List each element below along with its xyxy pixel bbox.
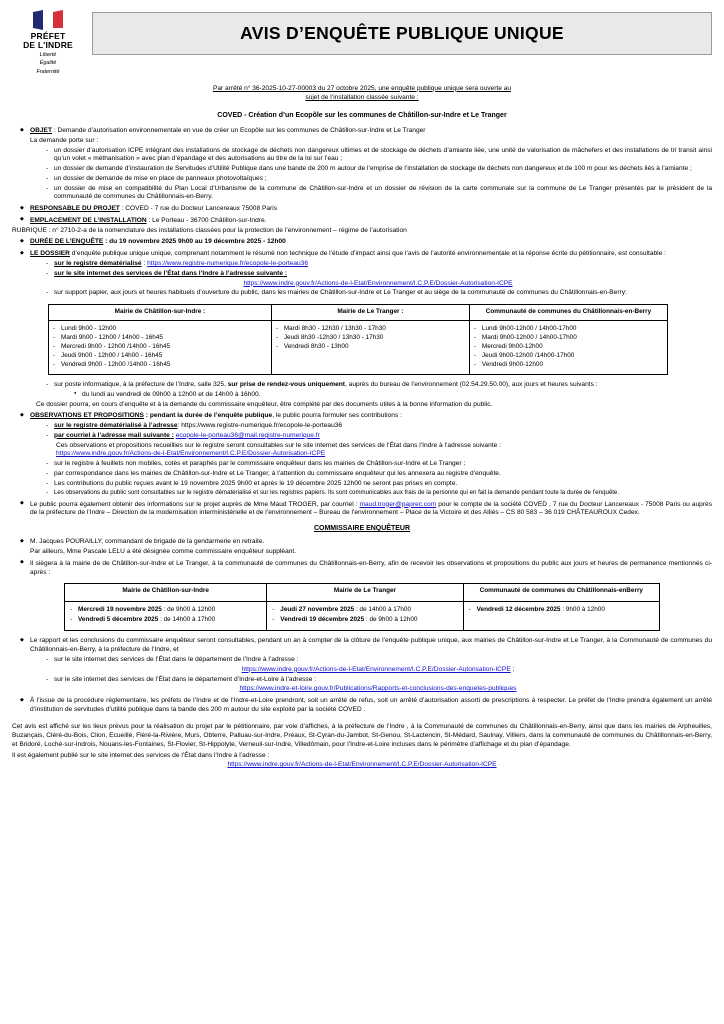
observations-consultables-note: Ces observations et propositions recueillies sur le registre seront consultables sur le site internet des services de l’État dans l’Indre à l’adresse suivante : bbox=[56, 441, 501, 449]
perm-time: : de 9h00 à 12h00 bbox=[161, 605, 216, 613]
informations-text-2: pour le compte de la société COVED , 7 rue du Docteur Lancereaux - 75008 Paris ou auprès de la préfecture de l’Indre – Direction de la modernisation interministérielle et de l’environnement – Bureau de l’environnement – Place de la Victoire et des Alliés – CS 80 583 – 36 019 CHÂTEAUROUX Cedex. bbox=[30, 500, 712, 517]
logo-motto-liberte: Liberté bbox=[39, 51, 57, 58]
objet-item: - un dossier de mise en compatibilité du Plan Local d’Urbanisme de la commune de Châtillon-sur-Indre et un dossier de révision de la carte communale sur la commune de Le Tranger présentés par le président de la communauté de communes du Châtillonnais-en-Berry. bbox=[44, 185, 712, 203]
section-rapport-conclusions: ◆ Le rapport et les conclusions du commissaire enquêteur seront consultables, pendant un an à compter de la clôture de l’enquête publique unique, aux mairies de Châtillon-sur-Indre et Le Tranger, à la Communauté de communes du Châtillonnais-en-Berry, à la préfecture de l’Indre, et bbox=[18, 637, 712, 655]
perm-time: : de 14h00 à 17h00 bbox=[354, 605, 412, 613]
hours-line: - Mercredi 9h00 - 12h00 /14h00 - 16h45 bbox=[53, 342, 267, 351]
perm-line bbox=[272, 615, 457, 625]
section-rubrique: RUBRIQUE : n° 2710-2-a de la nomenclature des installations classées pour la protection de l’environnement – régime de l’autorisation bbox=[12, 226, 407, 234]
cell-tranger-hours bbox=[271, 320, 469, 374]
observations-subitem: - Les contributions du public reçues avant le 19 novembre 2025 9h00 et après le 19 décembre 2025 12h00 ne seront pas prises en compte. bbox=[44, 480, 712, 489]
observations-label: OBSERVATIONS ET PROPOSITIONS bbox=[30, 412, 144, 420]
maud-troger-mail-link[interactable]: maud.troger@paprec.com bbox=[359, 500, 437, 508]
hours-line: - Jeudi 9h00-12h00 /14h00-17h00 bbox=[474, 351, 663, 360]
perm-col-header-chatillon: Mairie de Châtillon-sur-Indre bbox=[65, 584, 267, 602]
perm-cell-ccberry bbox=[463, 601, 659, 631]
col-header-ccberry: Communauté de communes du Châtillonnais-en-Berry bbox=[469, 305, 667, 321]
perm-date: Jeudi 27 novembre 2025 bbox=[280, 605, 355, 613]
dossier-registre-sep: : bbox=[141, 259, 148, 267]
informations-text-1: Le public pourra également obtenir des informations sur le projet auprès de Mme Maud TROGER, par courriel : bbox=[30, 500, 360, 508]
perm-line bbox=[272, 605, 457, 615]
hours-line: - Mardi 8h30 - 12h30 / 13h30 - 17h30 bbox=[276, 324, 465, 333]
table-row bbox=[65, 601, 660, 631]
commissaire-enqueteur-heading: COMMISSAIRE ENQUÊTEUR bbox=[313, 525, 411, 533]
hours-line: - Jeudi 9h00 - 12h00 / 14h00 - 16h45 bbox=[53, 351, 267, 360]
hours-line: - Vendredi 9h00-12h00 bbox=[474, 360, 663, 369]
french-flag-icon bbox=[33, 10, 63, 30]
perm-date: Mercredi 19 novembre 2025 bbox=[78, 605, 162, 613]
observations-courriel-item bbox=[44, 432, 712, 441]
section-objet bbox=[18, 127, 712, 136]
page-title: AVIS D’ENQUÊTE PUBLIQUE UNIQUE bbox=[240, 23, 564, 43]
hours-line: - Lundi 9h00 - 12h00 bbox=[53, 324, 267, 333]
emplacement-label: EMPLACEMENT DE L’INSTALLATION bbox=[30, 216, 147, 224]
observations-subitem: - par correspondance dans les mairies de Châtillon-sur-Indre et Le Tranger, à l’attention du commissaire enquêteur qui les annexera au registre d’enquête. bbox=[44, 470, 712, 479]
dossier-label: LE DOSSIER bbox=[30, 250, 70, 258]
emplacement-text: : Le Porteau - 36700 Châtillon-sur-Indre. bbox=[146, 216, 267, 224]
rapport-indre-loire-link[interactable]: https://www.indre-et-loire.gouv.fr/Publications/Rapports-et-conclusions-des-enquetes-publiques bbox=[239, 685, 517, 693]
objet-text: : Demande d’autorisation environnementale en vue de créer un Ecopôle sur les communes de Châtillon-sur-Indre et Le Tranger bbox=[51, 127, 426, 135]
observations-bold-text: : pendant la durée de l’enquête publique bbox=[143, 412, 273, 420]
objet-item: - un dossier de demande de mise en place de panneaux photovoltaïques ; bbox=[44, 175, 712, 184]
document-header bbox=[12, 8, 712, 76]
cell-chatillon-hours bbox=[49, 320, 272, 374]
permanence-table bbox=[64, 583, 660, 631]
hours-line: - Mercredi 9h00-12h00 bbox=[474, 342, 663, 351]
dossier-registre-label: sur le registre dématérialisé bbox=[54, 259, 142, 267]
perm-col-header-ccberry: Communauté de communes du Châtillonnais-enBerry bbox=[463, 584, 659, 602]
rapport-link-indre-wrap bbox=[44, 666, 712, 675]
logo-motto-egalite: Égalité bbox=[39, 60, 57, 67]
rapport-site-indre-loire: - sur le site internet des services de l’État dans le département d’Indre-et-Loire à l’adresse : bbox=[44, 676, 712, 685]
col-header-tranger: Mairie de Le Tranger : bbox=[271, 305, 469, 321]
perm-col-header-tranger: Mairie de Le Tranger bbox=[267, 584, 463, 602]
footer-affichage-text: Cet avis est affiché sur les lieux prévus pour la réalisation du projet par le pétitionnaire, par voie d’affiches, à la préfecture de l’Indre , à la Communauté de communes du Châtillonnais-en-Berry, ainsi que dans les mairies de Arpheuilles, Buzançais, Cléré-du-Bois, Clion, Ecueillé, Fléré-la-Rivière, Murs, Obterre, Palluau-sur-Indre, Préaux, St-Cyran-du-Jambot, St-Genou, St-Lactencin, St-Médard, Saulnay, Villiers, dans la communauté de communes du Châtillonnais-en-Berry, et Bridoré, Loché-sur-Indrois, Nouans-les-Fontaines, St-Flovier, St-Hippolyte, Verneuil-sur-Indre, Villedômain, pour l’Indre-et-Loire incluses dans le périmètre d’affichage et du plan d’épandage. bbox=[12, 722, 712, 749]
section-emplacement bbox=[18, 217, 712, 226]
duree-text: : du 19 novembre 2025 9h00 au 19 décembre 2025 - 12h00 bbox=[103, 238, 286, 246]
perm-time: : 9h00 à 12h00 bbox=[560, 605, 605, 613]
table-row bbox=[49, 320, 668, 374]
rapport-site-indre: - sur le site internet des services de l’État dans le département de l’Indre à l’adresse : bbox=[44, 656, 712, 665]
opening-hours-table bbox=[48, 304, 668, 375]
objet-item: - un dossier d’autorisation ICPE intégrant des installations de stockage de déchets non dangereux ultimes et de stockage de déchets d’amiante liée, une unité de valorisation de mâchefers et des installations de tri transit ainsi qu’un volet « méthanisation » avec plan d’épandage et des autorisations au titre de la loi sur l’eau ; bbox=[44, 147, 712, 165]
dossier-complement-note: Ce dossier pourra, en cours d’enquête et à la demande du commissaire enquêteur, être complété par des documents utiles à la bonne information du public. bbox=[36, 400, 493, 408]
section-dossier bbox=[18, 250, 712, 259]
registre-numerique-link[interactable]: https://www.registre-numerique.fr/ecopole-le-porteau36 bbox=[147, 259, 309, 267]
rapport-link-indre-end: ; bbox=[510, 665, 515, 673]
perm-line bbox=[469, 605, 654, 615]
poste-informatique-item bbox=[44, 381, 712, 390]
objet-item: - un dossier de demande d’instauration de Servitudes d’Utilité Publique dans une bande de 200 m autour de l’emprise de l’installation de stockage de déchets non dangereux et de 100 m pour les déchets liés à l’amiante ; bbox=[44, 165, 712, 174]
document-title-banner bbox=[92, 12, 712, 55]
dossier-site-item bbox=[44, 270, 712, 279]
perm-date: Vendredi 19 décembre 2025 bbox=[280, 616, 365, 624]
commissaire-suppleant: Par ailleurs, Mme Pascale LELU a été désignée comme commissaire enquêteur suppléant. bbox=[30, 548, 297, 556]
rapport-link-indre-loire-wrap bbox=[44, 685, 712, 694]
objet-label: OBJET bbox=[30, 127, 52, 135]
observations-subitem: - Les observations du public sont consultables sur le registre dématérialisé et sur les registres papiers. Ils sont communicables aux frais de la personne qui en fait la demande pendant toute la durée de l’enquête. bbox=[44, 489, 712, 497]
footer-link-wrap bbox=[12, 761, 712, 770]
coved-subject-line: COVED - Création d’un Ecopôle sur les communes de Châtillon-sur-Indre et Le Tranger bbox=[217, 111, 507, 119]
intro-line-1: Par arrêté n° 36-2025-10-27-00003 du 27 octobre 2025, une enquête publique unique sera ouverte au bbox=[212, 84, 512, 92]
observations-site-link[interactable]: https://www.indre.gouv.fr/Actions-de-l-Etat/Environnement/I.C.P.E/Dossier-Autorisation-ICPE bbox=[56, 450, 326, 458]
hours-line: - Vendredi 8h30 - 13h00 bbox=[276, 342, 465, 351]
responsable-text: : COVED - 7 rue du Docteur Lancereaux 75008 Paris bbox=[119, 205, 277, 213]
observations-courriel-label: par courriel à l’adresse mail suivante : bbox=[54, 431, 174, 439]
poste-info-text-1: sur poste informatique, à la préfecture de l’Indre, salle 325, bbox=[54, 381, 228, 389]
dossier-site-label: sur le site internet des services de l’État dans l’Indre à l’adresse suivante : bbox=[54, 269, 288, 277]
observations-mail-link[interactable]: ecopole-le-porteau36@mail.registre-numerique.fr bbox=[175, 431, 320, 439]
prefecture-logo-block bbox=[12, 8, 84, 76]
perm-line bbox=[70, 605, 261, 615]
section-duree-enquete bbox=[18, 238, 712, 247]
footer-publication-text: Il est également publié sur le site internet des services de l’État dans l’Indre à l’adresse : bbox=[12, 751, 270, 759]
intro-paragraph bbox=[12, 84, 712, 103]
commissaire-item-2: ◆ Il siègera à la mairie de de Châtillon-sur-Indre et Le Tranger, à la communauté de communes du Châtillonnais-en-Berry, afin de recevoir les observations et propositions du public aux jours et heures de permanence mentionnés ci-après : bbox=[18, 560, 712, 578]
footer-icpe-link[interactable]: https://www.indre.gouv.fr/Actions-de-l-Etat/Environnement/I.C.P.E/Dossier-Autorisation-ICPE bbox=[227, 761, 497, 768]
hours-line: - Vendredi 9h00 - 12h00 /14h00 - 16h45 bbox=[53, 360, 267, 369]
observations-registre-label: sur le registre dématérialisé à l’adresse bbox=[54, 422, 178, 430]
duree-label: DURÉE DE L’ENQUÊTE bbox=[30, 238, 104, 246]
hours-line: - Mardi 9h00-12h00 / 14h00-17h00 bbox=[474, 333, 663, 342]
poste-info-subitem: ● du lundi au vendredi de 09h00 à 12h00 et de 14h00 à 16h00. bbox=[72, 391, 712, 400]
perm-date: Vendredi 12 décembre 2025 bbox=[476, 605, 561, 613]
intro-line-2: sujet de l’installation classée suivante : bbox=[305, 94, 419, 102]
hours-line: - Lundi 9h00-12h00 / 14h00-17h00 bbox=[474, 324, 663, 333]
dossier-site-link-wrap bbox=[44, 280, 712, 289]
perm-date: Vendredi 5 décembre 2025 bbox=[78, 616, 159, 624]
observations-consultables-link-wrap bbox=[56, 450, 712, 459]
observations-registre-value: : https://www.registre-numerique.fr/ecopole-le-porteau36 bbox=[177, 422, 343, 430]
logo-title-line2: DE L'INDRE bbox=[23, 39, 73, 50]
logo-title-line1: PRÉFET bbox=[30, 31, 66, 41]
section-responsable-projet bbox=[18, 205, 712, 214]
cell-ccberry-hours bbox=[469, 320, 667, 374]
rapport-indre-link[interactable]: https://www.indre.gouv.fr/Actions-de-l-Etat/Environnement/I.C.P.E/Dossier-Autorisation-ICPE bbox=[241, 665, 511, 673]
poste-info-text-2: , auprès du bureau de l’environnement (02.54.29.50.00), aux jours et heures suivants : bbox=[344, 381, 598, 389]
table-header-row bbox=[49, 305, 668, 321]
dossier-registre-item bbox=[44, 260, 712, 269]
perm-time: : de 9h00 à 12h00 bbox=[364, 616, 418, 624]
observations-registre-item bbox=[44, 422, 712, 431]
perm-cell-chatillon bbox=[65, 601, 267, 631]
objet-lead: La demande porte sur : bbox=[30, 136, 99, 144]
col-header-chatillon: Mairie de Châtillon-sur-Indre : bbox=[49, 305, 272, 321]
dossier-text: d’enquête publique unique unique, comprenant notamment le résumé non technique de l’étude d’impact ainsi que l’avis de l’autorité environnementale et la réponse écrite du pétitionnaire, est consultable : bbox=[69, 250, 666, 258]
etat-indre-icpe-link[interactable]: https://www.indre.gouv.fr/Actions-de-l-Etat/Environnement/I.C.P.E/Dossier-Autorisation-ICPE bbox=[243, 279, 513, 287]
section-observations bbox=[18, 412, 712, 421]
hours-line: - Mardi 9h00 - 12h00 / 14h00 - 16h45 bbox=[53, 333, 267, 342]
dossier-support-papier: - sur support papier, aux jours et heures habituels d’ouverture du public, dans les mairies de Châtillon-sur-Indre et Le Tranger et au siège de la communauté de communes du Châtillonnais-en-Berry: bbox=[44, 289, 712, 298]
logo-motto-fraternite: Fraternité bbox=[36, 69, 60, 76]
observations-text: , le public pourra formuler ses contributions : bbox=[272, 412, 402, 420]
commissaire-item-1: ◆ M. Jacques POURAILLY, commandant de brigade de la gendarmerie en retraite. bbox=[18, 538, 712, 547]
perm-time: : de 14h00 à 17h00 bbox=[158, 616, 216, 624]
section-issue-procedure: ◆ À l’issue de la procédure réglementaire, les préfets de l’Indre et de l’Indre-et-Loire prendront, soit un arrêté de refus, soit un arrêté d’autorisation assorti de prescriptions à respecter. Le préfet de l’Indre prendra également un arrêté d’institution de servitudes d’utilité publique dans la bande des 200 m autour du site exploité par la société COVED . bbox=[18, 697, 712, 715]
perm-cell-tranger bbox=[267, 601, 463, 631]
hours-line: - Jeudi 8h30 -12h30 / 13h30 - 17h30 bbox=[276, 333, 465, 342]
perm-line bbox=[70, 615, 261, 625]
poste-info-bold: sur prise de rendez-vous uniquement bbox=[227, 381, 345, 389]
table-header-row bbox=[65, 584, 660, 602]
responsable-label: RESPONSABLE DU PROJET bbox=[30, 205, 120, 213]
observations-subitem: - sur le registre à feuillets non mobiles, cotés et paraphés par le commissaire enquêteur dans les mairies de Châtillon-sur-Indre et Le Tranger ; bbox=[44, 460, 712, 469]
section-informations-projet bbox=[18, 501, 712, 519]
